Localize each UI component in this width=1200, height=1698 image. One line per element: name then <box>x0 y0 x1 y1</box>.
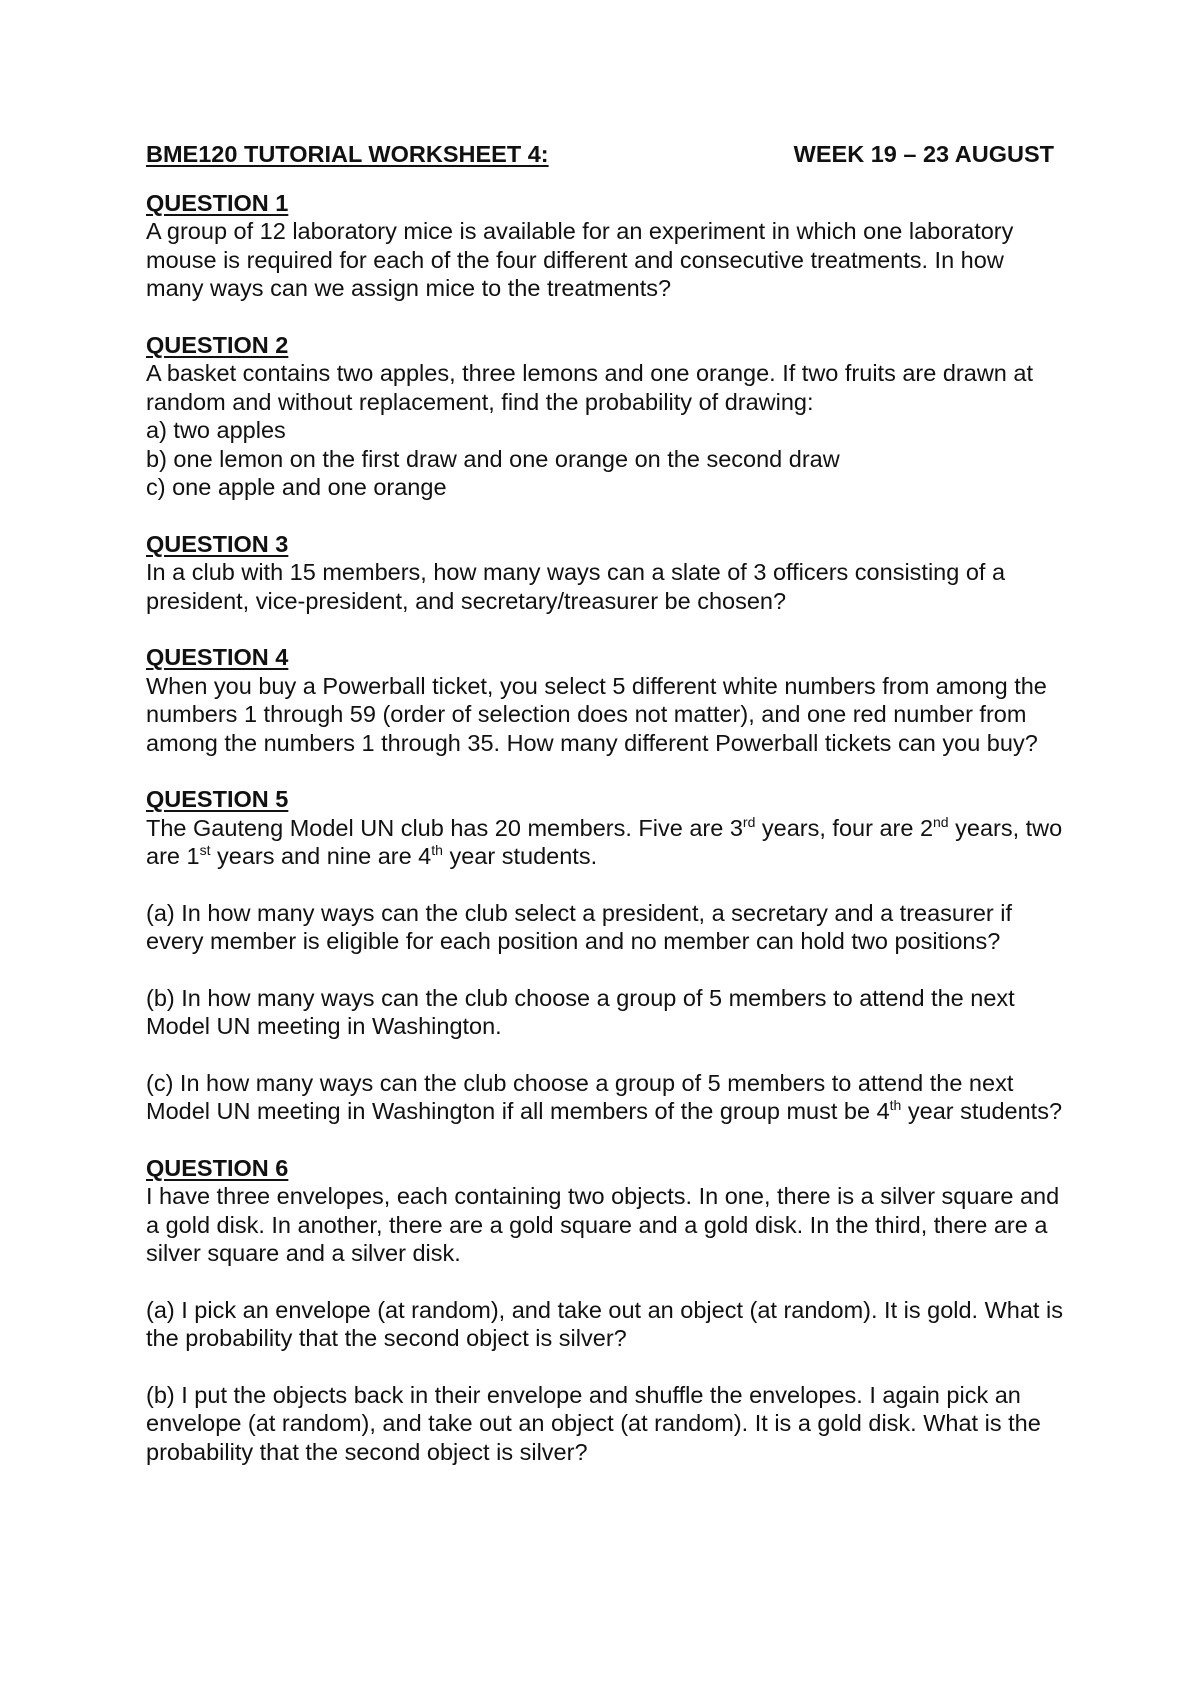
ordinal-suffix: th <box>889 1097 902 1113</box>
ordinal-suffix: rd <box>742 813 756 830</box>
question-2 <box>146 331 1066 502</box>
question-2-part-b: b) one lemon on the first draw and one orange on the second draw <box>146 445 840 472</box>
question-1-text: A group of 12 laboratory mice is available for an experiment in which one laboratory mouse is required for each of the four different and consecutive treatments. In how many ways can we assign mice to the treatments? <box>146 218 1014 301</box>
question-2-title: QUESTION 2 <box>146 331 289 358</box>
question-6-title: QUESTION 6 <box>146 1154 289 1181</box>
question-6-part-b: (b) I put the objects back in their envelope and shuffle the envelopes. I again pick an envelope (at random), and take out an object (at random). It is a gold disk. What is the probability that the second object is silver? <box>146 1381 1041 1465</box>
question-3-title: QUESTION 3 <box>146 530 289 557</box>
ordinal-suffix: st <box>199 842 211 858</box>
question-5-part-c-text: (c) In how many ways can the club choose a group of 5 members to attend the next Model UN meeting in Washington if all members of the group must be 4 <box>146 1069 1014 1124</box>
question-5-intro-part-1: The Gauteng Model UN club has 20 members. Five are 3 <box>146 814 743 841</box>
question-1 <box>146 189 1066 303</box>
question-5-intro-part-4: years and nine are 4 <box>210 843 432 869</box>
question-5-title: QUESTION 5 <box>146 786 289 812</box>
question-5-intro-part-5: year students. <box>442 843 598 869</box>
worksheet-header <box>146 140 1066 169</box>
question-5 <box>146 785 1066 1126</box>
worksheet-page <box>146 140 1066 1494</box>
question-3 <box>146 530 1066 616</box>
question-2-intro: A basket contains two apples, three lemons and one orange. If two fruits are drawn at random and without replacement, find the probability of drawing: <box>146 360 1033 415</box>
question-5-part-c-end: year students? <box>901 1098 1063 1124</box>
question-5-part-c <box>146 1069 1066 1126</box>
question-4 <box>146 643 1066 757</box>
question-3-text: In a club with 15 members, how many ways can a slate of 3 officers consisting of a president, vice-president, and secretary/treasurer be chosen? <box>146 559 1006 614</box>
question-4-text: When you buy a Powerball ticket, you select 5 different white numbers from among the numbers 1 through 59 (order of selection does not matter), and one red number from among the numbers 1 through 35. How many different Powerball tickets can you buy? <box>146 672 1047 756</box>
question-4-title: QUESTION 4 <box>146 644 289 670</box>
worksheet-week: WEEK 19 – 23 AUGUST <box>793 141 1054 167</box>
question-2-part-c: c) one apple and one orange <box>146 474 447 500</box>
question-5-intro-part-3: years, two are 1 <box>146 814 1063 869</box>
ordinal-suffix: nd <box>933 813 949 830</box>
worksheet-title: BME120 TUTORIAL WORKSHEET 4: <box>146 141 549 167</box>
question-5-part-a: (a) In how many ways can the club select a president, a secretary and a treasurer if every member is eligible for each position and no member can hold two positions? <box>146 899 1013 954</box>
question-6 <box>146 1154 1066 1467</box>
question-6-intro: I have three envelopes, each containing two objects. In one, there is a silver square and a gold disk. In another, there are a gold square and a gold disk. In the third, there are a silver square and a silver disk. <box>146 1183 1060 1266</box>
question-1-title: QUESTION 1 <box>146 189 289 216</box>
question-5-intro-part-2: years, four are 2 <box>755 814 934 841</box>
question-5-part-b: (b) In how many ways can the club choose a group of 5 members to attend the next Model UN meeting in Washington. <box>146 984 1015 1039</box>
question-5-intro <box>146 814 1066 871</box>
question-2-part-a: a) two apples <box>146 417 286 443</box>
ordinal-suffix: th <box>431 842 443 858</box>
question-6-part-a: (a) I pick an envelope (at random), and take out an object (at random). It is gold. What is the probability that the second object is silver? <box>146 1296 1063 1351</box>
